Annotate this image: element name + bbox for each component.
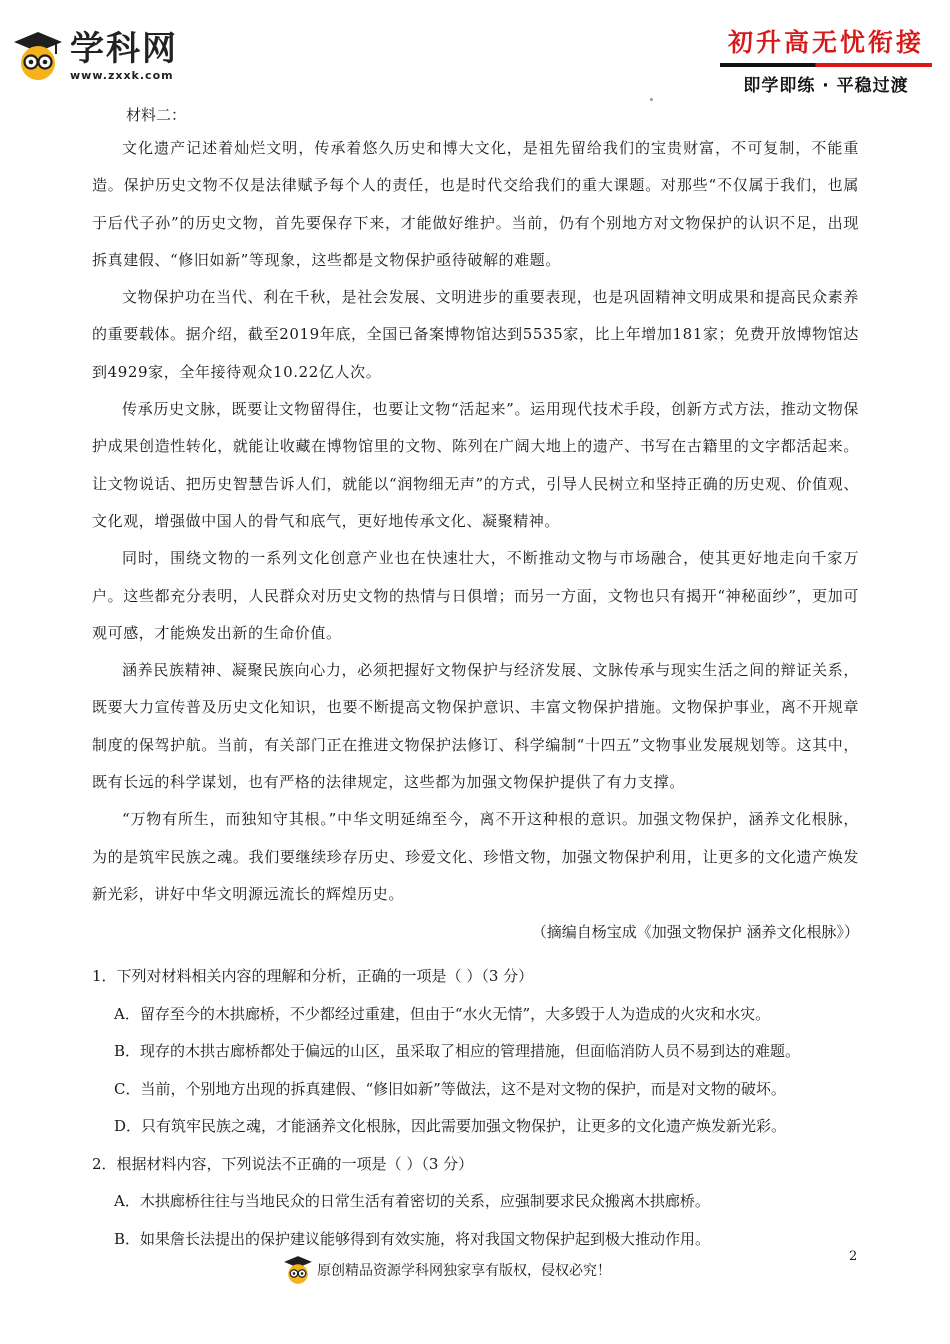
owl-mascot-icon — [12, 30, 64, 82]
question-option: B．现存的木拱古廊桥都处于偏远的山区，虽采取了相应的管理措施，但面临消防人员不易到达的难题。 — [114, 1042, 801, 1060]
questions-section — [92, 958, 872, 1258]
paragraph: “万物有所生，而独知守其根。”中华文明延绵至今，离不开这种根的意识。加强文物保护，涵养文化根脉，为的是筑牢民族之魂。我们要继续珍存历史、珍爱文化、珍惜文物，加强文物保护利用，让更多的文化遗产焕发新光彩，讲好中华文明源远流长的辉煌历史。 — [92, 810, 859, 903]
paragraph: 文化遗产记述着灿烂文明，传承着悠久历史和博大文化，是祖先留给我们的宝贵财富，不可复制，不能重造。保护历史文物不仅是法律赋予每个人的责任，也是时代交给我们的重大课题。对那些“不仅属于我们，也属于后代子孙”的历史文物，首先要保存下来，才能做好维护。当前，仍有个别地方对文物保护的认识不足，出现拆真建假、“修旧如新”等现象，这些都是文物保护亟待破解的难题。 — [92, 139, 859, 269]
owl-mascot-icon — [283, 1255, 313, 1285]
source-citation: （摘编自杨宝成《加强文物保护 涵养文化根脉》） — [531, 923, 859, 942]
logo-url: www.zxxk.com — [70, 68, 174, 82]
question-option: C．当前，个别地方出现的拆真建假、“修旧如新”等做法，这不是对文物的保护，而是对文物的破坏。 — [114, 1079, 786, 1098]
question-option: B．如果詹长法提出的保护建议能够得到有效实施，将对我国文物保护起到极大推动作用。 — [114, 1229, 711, 1248]
material-label: 材料二： — [126, 106, 187, 124]
page-header — [0, 0, 950, 105]
badge-divider — [720, 63, 932, 67]
page-footer — [0, 1249, 950, 1305]
paragraph: 文物保护功在当代、利在千秋，是社会发展、文明进步的重要表现，也是巩固精神文明成果和提高民众素养的重要载体。据介绍，截至2019年底，全国已备案博物馆达到5535家，比上年增加181家；免费开放博物馆达到4929家，全年接待观众10.22亿人次。 — [92, 288, 859, 381]
paragraph: 涵养民族精神、凝聚民族向心力，必须把握好文物保护与经济发展、文脉传承与现实生活之间的辩证关系，既要大力宣传普及历史文化知识，也要不断提高文物保护意识、丰富文物保护措施。文物保护事业，离不开规章制度的保驾护航。当前，有关部门正在推进文物保护法修订、科学编制“十四五”文物事业发展规划等。这其中，既有长远的科学谋划，也有严格的法律规定，这些都为加强文物保护提供了有力支撑。 — [92, 661, 859, 792]
copyright-text: 原创精品资源学科网独家享有版权，侵权必究！ — [317, 1263, 611, 1279]
question-option: A．木拱廊桥往往与当地民众的日常生活有着密切的关系，应强制要求民众搬离木拱廊桥。 — [114, 1192, 710, 1210]
question-stem: 1．下列对材料相关内容的理解和分析，正确的一项是（ ）（3 分） — [92, 967, 534, 985]
question-option: D．只有筑牢民族之魂，才能涵养文化根脉，因此需要加强文物保护，让更多的文化遗产焕发新光彩。 — [114, 1117, 787, 1135]
badge-subtitle: 即学即练 · 平稳过渡 — [743, 76, 909, 96]
page-number: 2 — [849, 1249, 858, 1264]
badge-title: 初升高无忧衔接 — [727, 28, 924, 57]
material-section — [92, 100, 859, 951]
paragraph: 同时，围绕文物的一系列文化创意产业也在快速壮大，不断推动文物与市场融合，使其更好地走向千家万户。这些都充分表明，人民群众对历史文物的热情与日俱增；而另一方面，文物也只有揭开“神秘面纱”，更加可观可感，才能焕发出新的生命价值。 — [92, 549, 859, 642]
copyright-line — [283, 1255, 611, 1285]
header-badge — [716, 28, 936, 96]
xuekewang-logo — [12, 30, 178, 82]
question-option: A．留存至今的木拱廊桥，不少都经过重建，但由于“水火无情”，大多毁于人为造成的火灾和水灾。 — [114, 1004, 771, 1023]
paragraph: 传承历史文脉，既要让文物留得住，也要让文物“活起来”。运用现代技术手段，创新方式方法，推动文物保护成果创造性转化，就能让收藏在博物馆里的文物、陈列在广阔大地上的遗产、书写在古籍里的文字都活起来。让文物说话、把历史智慧告诉人们，就能以“润物细无声”的方式，引导人民树立和坚持正确的历史观、价值观、文化观，增强做中国人的骨气和底气，更好地传承文化、凝聚精神。 — [92, 400, 859, 530]
question-stem: 2．根据材料内容，下列说法不正确的一项是（ ）（3 分） — [92, 1154, 474, 1173]
logo-title: 学科网 — [70, 28, 178, 69]
